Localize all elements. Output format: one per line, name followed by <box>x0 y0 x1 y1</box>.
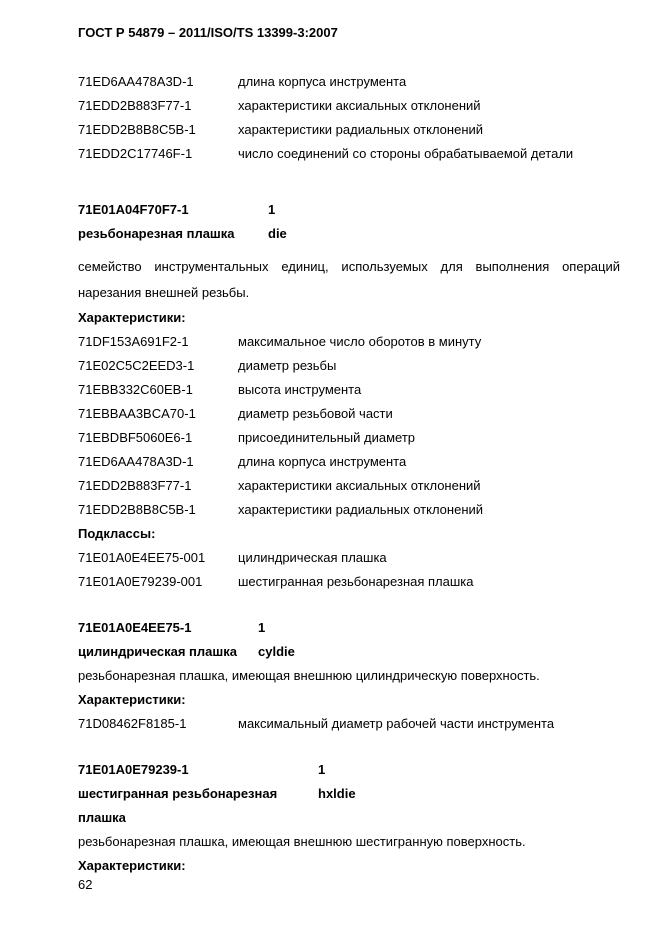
attribute-description: высота инструмента <box>238 382 362 397</box>
attribute-row <box>78 70 620 94</box>
attribute-code: 71E02C5C2EED3-1 <box>78 358 195 373</box>
attribute-description: максимальный диаметр рабочей части инструмента <box>238 716 555 731</box>
attribute-row <box>78 378 620 402</box>
page-number: 62 <box>78 877 93 892</box>
attribute-description: характеристики аксиальных отклонений <box>238 478 481 493</box>
class-heading-row <box>78 616 620 640</box>
characteristics-label: Характеристики: <box>78 310 186 325</box>
attribute-description: максимальное число оборотов в минуту <box>238 334 482 349</box>
attribute-code: 71E01A0E79239-001 <box>78 574 203 589</box>
attribute-description: характеристики радиальных отклонений <box>238 122 484 137</box>
class-name-row <box>78 222 620 246</box>
class-name-ru-continued: плашка <box>78 810 126 825</box>
attribute-row <box>78 330 620 354</box>
attribute-code: 71EBBAA3BCA70-1 <box>78 406 196 421</box>
section-hxldie <box>78 758 620 878</box>
attribute-code: 71E01A0E4EE75-001 <box>78 550 206 565</box>
attribute-description: цилиндрическая плашка <box>238 550 387 565</box>
characteristics-list <box>78 330 620 522</box>
class-name-en: die <box>268 226 287 241</box>
class-heading-row <box>78 758 620 782</box>
characteristics-label: Характеристики: <box>78 692 186 707</box>
attribute-row <box>78 474 620 498</box>
attribute-code: 71EBDBF5060E6-1 <box>78 430 193 445</box>
section-die <box>78 198 620 594</box>
attribute-code: 71EDD2B8B8C5B-1 <box>78 122 196 137</box>
class-code: 71E01A04F70F7-1 <box>78 202 189 217</box>
attribute-description: характеристики радиальных отклонений <box>238 502 484 517</box>
class-code: 71E01A0E79239-1 <box>78 762 189 777</box>
class-code: 71E01A0E4EE75-1 <box>78 620 192 635</box>
attribute-row <box>78 118 620 142</box>
attribute-description: присоединительный диаметр <box>238 430 415 445</box>
class-description: семейство инструментальных единиц, используемых для выполнения операций нарезания внешней резьбы. <box>78 259 620 300</box>
class-name-row <box>78 640 620 664</box>
attribute-description: число соединений со стороны обрабатываемой детали <box>238 146 574 161</box>
attribute-row <box>78 498 620 522</box>
attribute-code: 71DF153A691F2-1 <box>78 334 189 349</box>
section-cyldie <box>78 616 620 736</box>
attribute-description: длина корпуса инструмента <box>238 454 407 469</box>
class-name-ru: цилиндрическая плашка <box>78 644 237 659</box>
class-description: резьбонарезная плашка, имеющая внешнюю цилиндрическую поверхность. <box>78 668 540 683</box>
class-version: 1 <box>268 202 276 217</box>
attribute-code: 71D08462F8185-1 <box>78 716 187 731</box>
attribute-row <box>78 426 620 450</box>
attribute-code: 71ED6AA478A3D-1 <box>78 454 194 469</box>
doc-header: ГОСТ Р 54879 – 2011/ISO/TS 13399-3:2007 <box>78 25 338 40</box>
class-name-row <box>78 782 620 806</box>
characteristics-label: Характеристики: <box>78 858 186 873</box>
characteristics-list <box>78 712 620 736</box>
attribute-row <box>78 94 620 118</box>
attribute-code: 71EDD2C17746F-1 <box>78 146 193 161</box>
class-name-ru: резьбонарезная плашка <box>78 226 235 241</box>
class-name-row-2 <box>78 806 620 830</box>
attribute-row <box>78 546 620 570</box>
class-version: 1 <box>258 620 266 635</box>
attribute-row <box>78 712 620 736</box>
attribute-code: 71ED6AA478A3D-1 <box>78 74 194 89</box>
attribute-row <box>78 142 620 166</box>
class-description: резьбонарезная плашка, имеющая внешнюю шестигранную поверхность. <box>78 834 526 849</box>
top-attribute-list <box>78 70 620 166</box>
attribute-row <box>78 450 620 474</box>
attribute-description: характеристики аксиальных отклонений <box>238 98 481 113</box>
attribute-code: 71EDD2B8B8C5B-1 <box>78 502 196 517</box>
attribute-description: диаметр резьбы <box>238 358 337 373</box>
class-name-en: cyldie <box>258 644 295 659</box>
attribute-row <box>78 570 620 594</box>
attribute-code: 71EDD2B883F77-1 <box>78 98 192 113</box>
attribute-row <box>78 402 620 426</box>
subclasses-list <box>78 546 620 594</box>
attribute-description: шестигранная резьбонарезная плашка <box>238 574 474 589</box>
class-name-en: hxldie <box>318 786 356 801</box>
class-version: 1 <box>318 762 326 777</box>
attribute-row <box>78 354 620 378</box>
class-heading-row <box>78 198 620 222</box>
class-name-ru: шестигранная резьбонарезная <box>78 786 278 801</box>
attribute-description: длина корпуса инструмента <box>238 74 407 89</box>
attribute-description: диаметр резьбовой части <box>238 406 393 421</box>
subclasses-label: Подклассы: <box>78 526 156 541</box>
attribute-code: 71EDD2B883F77-1 <box>78 478 192 493</box>
attribute-code: 71EBB332C60EB-1 <box>78 382 193 397</box>
